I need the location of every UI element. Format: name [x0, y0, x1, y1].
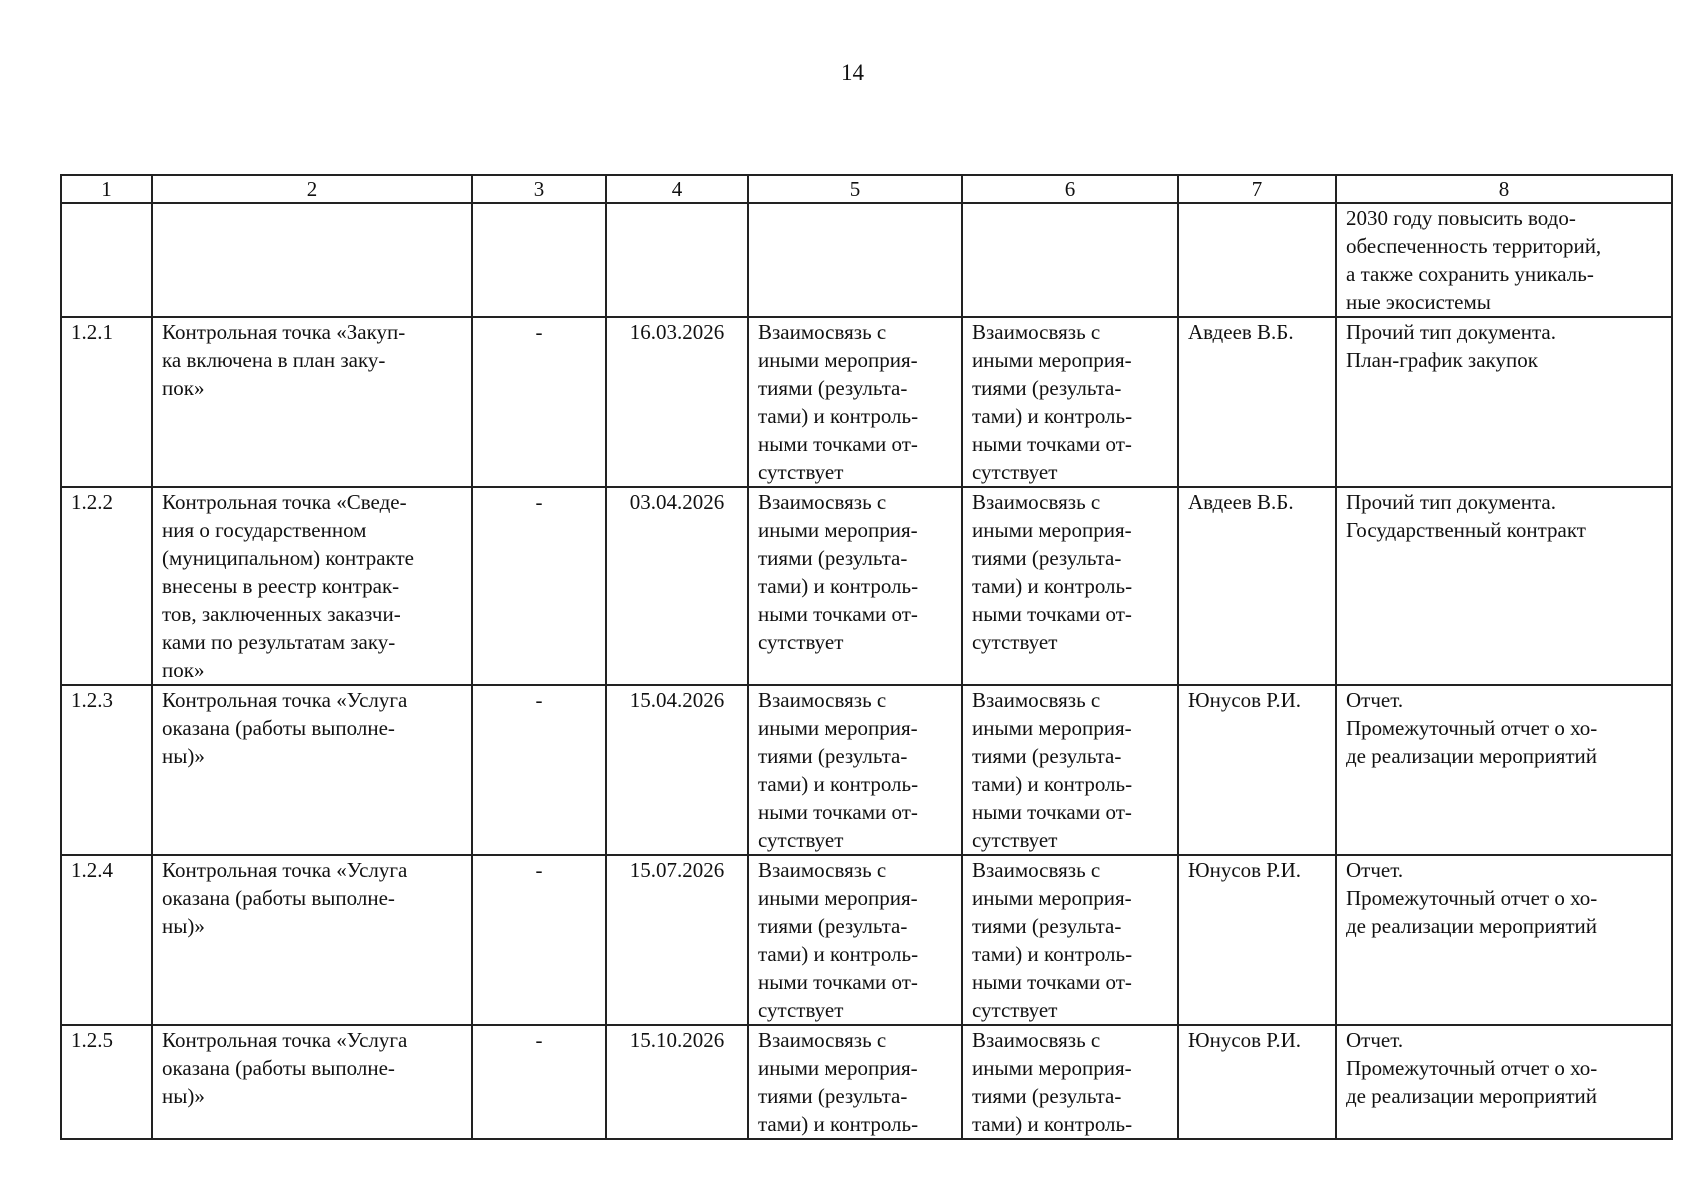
control-point-name [152, 487, 472, 685]
control-point-name [152, 317, 472, 487]
control-point-name-text: Контрольная точка «Сведе- ния о государственном (муниципальном) контракте внесены в реестр контрак- тов, заключенных заказчи- ками по результатам заку- пок» [162, 490, 414, 682]
relation-col5 [748, 1025, 962, 1139]
relation-col5 [748, 855, 962, 1025]
responsible-person: Авдеев В.Б. [1178, 317, 1336, 487]
col3-value: - [472, 317, 606, 487]
empty-cell [1178, 203, 1336, 317]
table-row [61, 1025, 1672, 1139]
relation-col6-text: Взаимосвязь с иными мероприя- тиями (результа- тами) и контроль- ными точками от- сутствует [972, 688, 1133, 852]
header-cell: 3 [472, 175, 606, 203]
empty-cell [962, 203, 1178, 317]
continuation-text-content: 2030 году повысить водо- обеспеченность территорий, а также сохранить уникаль- ные экосистемы [1346, 206, 1602, 314]
header-cell: 6 [962, 175, 1178, 203]
header-cell: 2 [152, 175, 472, 203]
relation-col5 [748, 685, 962, 855]
due-date: 15.07.2026 [606, 855, 748, 1025]
document-type [1336, 1025, 1672, 1139]
empty-cell [472, 203, 606, 317]
page-number: 14 [841, 60, 864, 85]
document-type [1336, 317, 1672, 487]
row-number: 1.2.3 [61, 685, 152, 855]
document-type [1336, 685, 1672, 855]
relation-col5-text: Взаимосвязь с иными мероприя- тиями (результа- тами) и контроль- ными точками от- сутствует [758, 320, 919, 484]
control-point-name-text: Контрольная точка «Закуп- ка включена в план заку- пок» [162, 320, 406, 400]
due-date: 15.10.2026 [606, 1025, 748, 1139]
empty-cell [606, 203, 748, 317]
col3-value: - [472, 685, 606, 855]
continuation-row [61, 203, 1672, 317]
control-point-name-text: Контрольная точка «Услуга оказана (работы выполне- ны)» [162, 688, 408, 768]
relation-col6 [962, 487, 1178, 685]
row-number: 1.2.4 [61, 855, 152, 1025]
row-number: 1.2.2 [61, 487, 152, 685]
document-type-text: Прочий тип документа. План-график закупок [1346, 320, 1556, 372]
table-row [61, 685, 1672, 855]
responsible-person: Юнусов Р.И. [1178, 685, 1336, 855]
header-cell: 7 [1178, 175, 1336, 203]
relation-col5 [748, 487, 962, 685]
continuation-text [1336, 203, 1672, 317]
empty-cell [61, 203, 152, 317]
relation-col5-text: Взаимосвязь с иными мероприя- тиями (результа- тами) и контроль- [758, 1028, 919, 1136]
control-point-name [152, 855, 472, 1025]
responsible-person: Юнусов Р.И. [1178, 1025, 1336, 1139]
empty-cell [152, 203, 472, 317]
document-type-text: Отчет. Промежуточный отчет о хо- де реализации мероприятий [1346, 1028, 1598, 1108]
header-cell: 8 [1336, 175, 1672, 203]
table-header-row [61, 175, 1672, 203]
due-date: 16.03.2026 [606, 317, 748, 487]
table-row [61, 855, 1672, 1025]
control-point-name [152, 685, 472, 855]
relation-col6 [962, 855, 1178, 1025]
due-date: 03.04.2026 [606, 487, 748, 685]
responsible-person: Юнусов Р.И. [1178, 855, 1336, 1025]
header-cell: 5 [748, 175, 962, 203]
control-point-name [152, 1025, 472, 1139]
due-date: 15.04.2026 [606, 685, 748, 855]
document-type-text: Отчет. Промежуточный отчет о хо- де реализации мероприятий [1346, 858, 1598, 938]
document-type [1336, 487, 1672, 685]
col3-value: - [472, 487, 606, 685]
relation-col6-text: Взаимосвязь с иными мероприя- тиями (результа- тами) и контроль- ными точками от- сутствует [972, 320, 1133, 484]
control-point-name-text: Контрольная точка «Услуга оказана (работы выполне- ны)» [162, 1028, 408, 1108]
control-points-table [60, 174, 1673, 1140]
header-cell: 1 [61, 175, 152, 203]
document-type-text: Отчет. Промежуточный отчет о хо- де реализации мероприятий [1346, 688, 1598, 768]
col3-value: - [472, 1025, 606, 1139]
document-type-text: Прочий тип документа. Государственный контракт [1346, 490, 1586, 542]
responsible-person: Авдеев В.Б. [1178, 487, 1336, 685]
relation-col6 [962, 1025, 1178, 1139]
relation-col5-text: Взаимосвязь с иными мероприя- тиями (результа- тами) и контроль- ными точками от- сутствует [758, 490, 919, 654]
control-point-name-text: Контрольная точка «Услуга оказана (работы выполне- ны)» [162, 858, 408, 938]
row-number: 1.2.1 [61, 317, 152, 487]
relation-col5-text: Взаимосвязь с иными мероприя- тиями (результа- тами) и контроль- ными точками от- сутствует [758, 688, 919, 852]
document-type [1336, 855, 1672, 1025]
relation-col6-text: Взаимосвязь с иными мероприя- тиями (результа- тами) и контроль- ными точками от- сутствует [972, 858, 1133, 1022]
empty-cell [748, 203, 962, 317]
relation-col6 [962, 685, 1178, 855]
col3-value: - [472, 855, 606, 1025]
table-row [61, 487, 1672, 685]
row-number: 1.2.5 [61, 1025, 152, 1139]
relation-col5-text: Взаимосвязь с иными мероприя- тиями (результа- тами) и контроль- ными точками от- сутствует [758, 858, 919, 1022]
relation-col6-text: Взаимосвязь с иными мероприя- тиями (результа- тами) и контроль- [972, 1028, 1133, 1136]
relation-col6 [962, 317, 1178, 487]
header-cell: 4 [606, 175, 748, 203]
table-row [61, 317, 1672, 487]
relation-col5 [748, 317, 962, 487]
relation-col6-text: Взаимосвязь с иными мероприя- тиями (результа- тами) и контроль- ными точками от- сутствует [972, 490, 1133, 654]
